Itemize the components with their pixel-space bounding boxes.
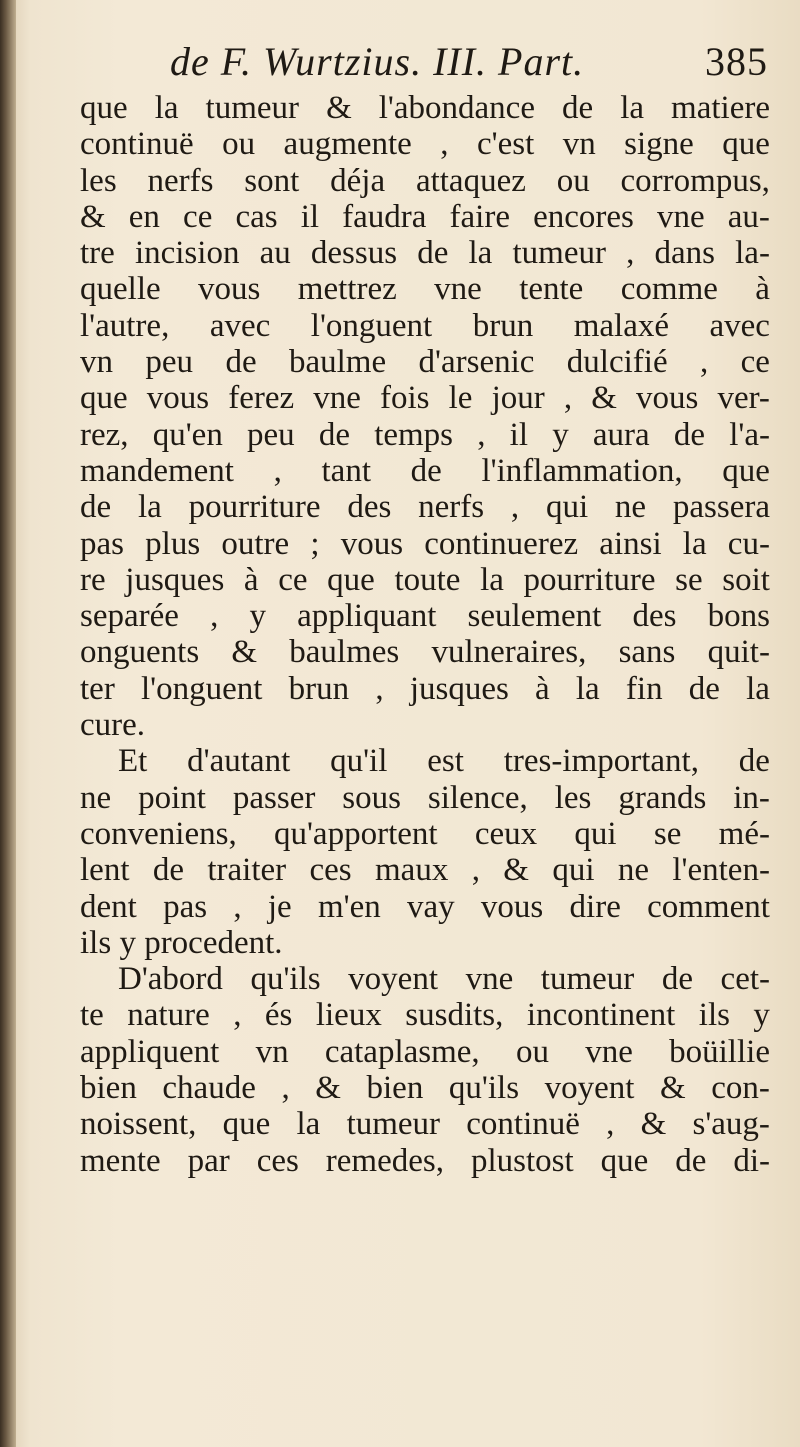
word: jusques [125,561,225,598]
word: ne [617,852,650,889]
text-line [80,997,770,1033]
word: susdits, [405,997,504,1034]
word: continuë [80,126,194,163]
word: qu'ils [250,961,321,998]
word: qui [545,489,589,526]
word: sous [342,779,401,816]
word: à [755,271,770,308]
word: la [746,670,770,707]
text-line [80,634,770,670]
word: peu [145,344,194,381]
word: de [318,416,351,453]
word: y [753,997,770,1034]
word: baulmes [289,634,400,671]
word: , [477,416,486,453]
word: fois [380,380,430,417]
word: vay [407,888,455,925]
word: la [480,561,504,598]
word: quit- [707,634,770,671]
word: tres-important, [503,743,699,780]
word: nature [127,997,210,1034]
word: ver- [717,380,770,417]
page-number: 385 [705,39,768,84]
word: de [562,90,594,126]
word: la [620,90,645,126]
word: ou [515,1033,549,1070]
word: brun [472,307,534,344]
word: vne [585,1033,633,1070]
word: qu'apportent [273,815,438,852]
text-line [80,780,770,816]
word: cataplasme, [324,1033,480,1070]
word: avec [709,307,770,344]
word: l'abondance [378,90,535,126]
word: aura [592,416,650,453]
word: que [80,90,128,126]
word: que [222,1106,271,1143]
word: de [152,852,184,889]
word: , [233,997,242,1034]
word: l'inflammation, [481,452,683,489]
word: ou [222,126,256,163]
word: les [554,779,592,816]
word: soit [722,561,770,598]
word: ceux [474,815,538,852]
word: qui [552,852,595,889]
word: ces [256,1142,299,1179]
text-line [80,598,770,634]
word: de [673,416,706,453]
word: & [231,634,258,671]
word: se [675,561,703,598]
word: sans [618,634,676,671]
word: signe [624,126,694,163]
word: traiter [207,852,287,889]
running-header [170,38,770,85]
word: incision [134,235,240,272]
text-line [80,417,770,453]
word: vous [340,525,404,562]
word: c'est [476,126,535,163]
word: de [410,452,442,489]
word: bien [366,1070,424,1107]
word: cet- [720,961,770,998]
word: comment [647,888,770,925]
word: la- [735,235,770,272]
word: , [375,670,384,707]
word: & [80,198,106,235]
text-line [80,163,770,199]
text-line [80,961,770,997]
text-line [80,889,770,925]
word: ce [183,198,213,235]
word: pourriture [188,489,321,526]
word: que [722,126,770,163]
word: seulement [467,598,602,635]
word: plustost [470,1142,574,1179]
word: voyent [348,961,438,998]
text-line [80,235,770,271]
word: encores [533,198,634,235]
text-line [80,707,770,743]
word: attaquez [415,162,526,199]
word: silence, [427,779,528,816]
word: Et [118,743,148,780]
word: ainsi [599,525,662,562]
word: cu- [727,525,770,562]
word: de [661,961,693,998]
book-spine-shadow [0,0,16,1447]
word: la [468,235,493,272]
word: l'enten- [672,852,770,889]
word: passera [672,489,770,526]
word: in- [733,779,770,816]
word: tumeur [346,1106,441,1143]
text-line [80,852,770,888]
word: & [315,1070,341,1107]
word: , [281,1070,290,1107]
word: matiere [671,90,770,126]
word: de [417,235,449,272]
word: qu'il [330,743,388,780]
word: quelle [80,271,161,308]
word: , [273,452,282,489]
word: maux [375,852,449,889]
word: la [296,1106,321,1143]
word: faire [449,198,510,235]
word: à [243,561,259,598]
word: il [300,198,320,235]
word: pas [163,888,208,925]
word: les [80,162,117,199]
word: ce [278,561,308,598]
word: baulme [288,344,387,381]
word: que [327,561,375,598]
word: outre [221,525,290,562]
word: la [154,90,179,126]
text-line [80,1143,770,1179]
text-line [80,199,770,235]
word: & [640,1106,667,1143]
word: le [448,380,473,417]
word: y [552,416,569,453]
word: tumeur [205,90,300,126]
word: conveniens, [80,815,237,852]
word: tre [80,235,115,272]
word: lent [80,852,130,889]
text-line [80,526,770,562]
word: ce [740,344,770,381]
word: de [80,489,112,526]
word: déja [330,162,386,199]
word: grands [618,779,707,816]
word: és [264,997,293,1034]
word: vn [80,344,113,381]
word: des [632,598,677,635]
word: la [682,525,707,562]
text-line [80,925,770,961]
word: vulneraires, [431,634,587,671]
word: , [699,344,709,381]
word: plus [145,525,201,562]
word: D'abord [118,961,223,998]
word: faudra [342,198,427,235]
word: d'arsenic [418,344,535,381]
word: l'onguent [310,307,433,344]
word: de [688,670,720,707]
word: comme [620,271,718,308]
text-line [80,380,770,416]
text-line [80,271,770,307]
word: avec [209,307,271,344]
word: à [535,670,550,707]
text-line [80,743,770,779]
word: des [347,489,392,526]
word: , [210,598,219,635]
word: con- [711,1070,770,1107]
word: voyent [544,1070,635,1107]
word: vne [465,961,514,998]
word: ne [614,489,647,526]
word: de [675,1142,707,1179]
word: jusques [409,670,509,707]
word: tumeur [512,235,606,272]
word: onguents [80,634,200,671]
word: appliquant [297,598,437,635]
word: dans [654,235,715,272]
word: & [503,852,529,889]
body-text [80,90,770,1179]
word: lieux [315,997,382,1034]
word: que [600,1142,649,1179]
word: mettrez [297,271,397,308]
word: tumeur [540,961,635,998]
word: brun [288,670,350,707]
word: ou [556,162,590,199]
word: , [606,1106,615,1143]
word: mé- [718,815,770,852]
word: & [591,380,617,417]
word: , [626,235,635,272]
word: d'autant [187,743,291,780]
word: que [722,452,770,489]
word: bons [707,598,770,635]
word: incontinent [526,997,676,1034]
word: en [128,198,160,235]
word: appliquent [80,1033,220,1070]
word: ferez [228,380,295,417]
word: vne [434,271,482,308]
word: s'aug- [692,1106,770,1143]
word: cure. [80,707,146,744]
word: qu'en [152,416,223,453]
word: jour [491,380,545,417]
word: m'en [317,888,381,925]
word: y [119,924,145,961]
word: ter [80,670,115,707]
word: de [738,743,770,780]
word: continuë [466,1106,580,1143]
text-line [80,816,770,852]
word: point [138,779,206,816]
word: toute [394,561,461,598]
word: au [259,235,291,272]
text-line [80,1034,770,1070]
word: pas [80,525,124,562]
word: procedent. [144,924,283,961]
word: ils [698,997,730,1034]
word: qu'ils [448,1070,520,1107]
text-line [80,562,770,598]
word: je [267,888,292,925]
word: mandement [80,452,234,489]
word: l'autre, [80,307,170,344]
word: ne [80,779,112,816]
word: est [427,743,464,780]
word: corrompus, [620,162,770,199]
word: cas [235,198,278,235]
word: temps [374,416,454,453]
word: que [80,380,128,417]
word: malaxé [573,307,669,344]
word: vous [480,888,544,925]
word: vous [146,380,210,417]
word: vn [562,126,596,163]
text-line [80,1070,770,1106]
word: , [440,126,449,163]
word: dire [569,888,621,925]
word: augmente [283,126,412,163]
word: par [187,1142,230,1179]
word: vous [198,271,261,308]
word: , [233,888,242,925]
word: vne [657,198,705,235]
text-line [80,489,770,525]
word: , [510,489,520,526]
text-line [80,90,770,126]
text-line [80,671,770,707]
word: rez, [80,416,129,453]
word: pourriture [523,561,656,598]
word: separée [80,598,179,635]
word: ; [310,525,320,562]
running-title: de F. Wurtzius. III. Part. [170,39,585,84]
word: tant [321,452,371,489]
word: qui [574,815,617,852]
text-line [80,126,770,162]
word: & [660,1070,686,1107]
word: dessus [310,235,398,272]
word: l'a- [729,416,770,453]
word: se [653,815,682,852]
word: dent [80,888,137,925]
word: ils [80,924,120,961]
text-line [80,453,770,489]
word: la [137,489,162,526]
word: re [80,561,106,598]
word: passer [232,779,316,816]
word: la [575,670,600,707]
text-line [80,308,770,344]
word: & [326,90,352,126]
word: de [225,344,257,381]
word: mente [80,1142,161,1179]
word: il [509,416,528,453]
word: l'onguent [141,670,263,707]
word: dulcifié [566,344,668,381]
word: fin [625,670,663,707]
word: nerfs [418,489,485,526]
word: remedes, [325,1142,444,1179]
word: nerfs [147,162,214,199]
word: te [80,997,104,1034]
word: vous [635,380,699,417]
word: y [249,598,266,635]
word: peu [247,416,295,453]
word: ces [309,852,352,889]
word: au- [727,198,770,235]
word: continuerez [424,525,579,562]
word: noissent, [80,1106,197,1143]
text-line [80,344,770,380]
word: di- [733,1142,770,1179]
word: , [563,380,573,417]
word: , [471,852,480,889]
word: vn [255,1033,289,1070]
word: bien [80,1070,137,1107]
word: tente [519,271,584,308]
word: boüillie [669,1033,770,1070]
word: sont [244,162,300,199]
text-line [80,1106,770,1142]
word: chaude [162,1070,256,1107]
word: vne [313,380,361,417]
